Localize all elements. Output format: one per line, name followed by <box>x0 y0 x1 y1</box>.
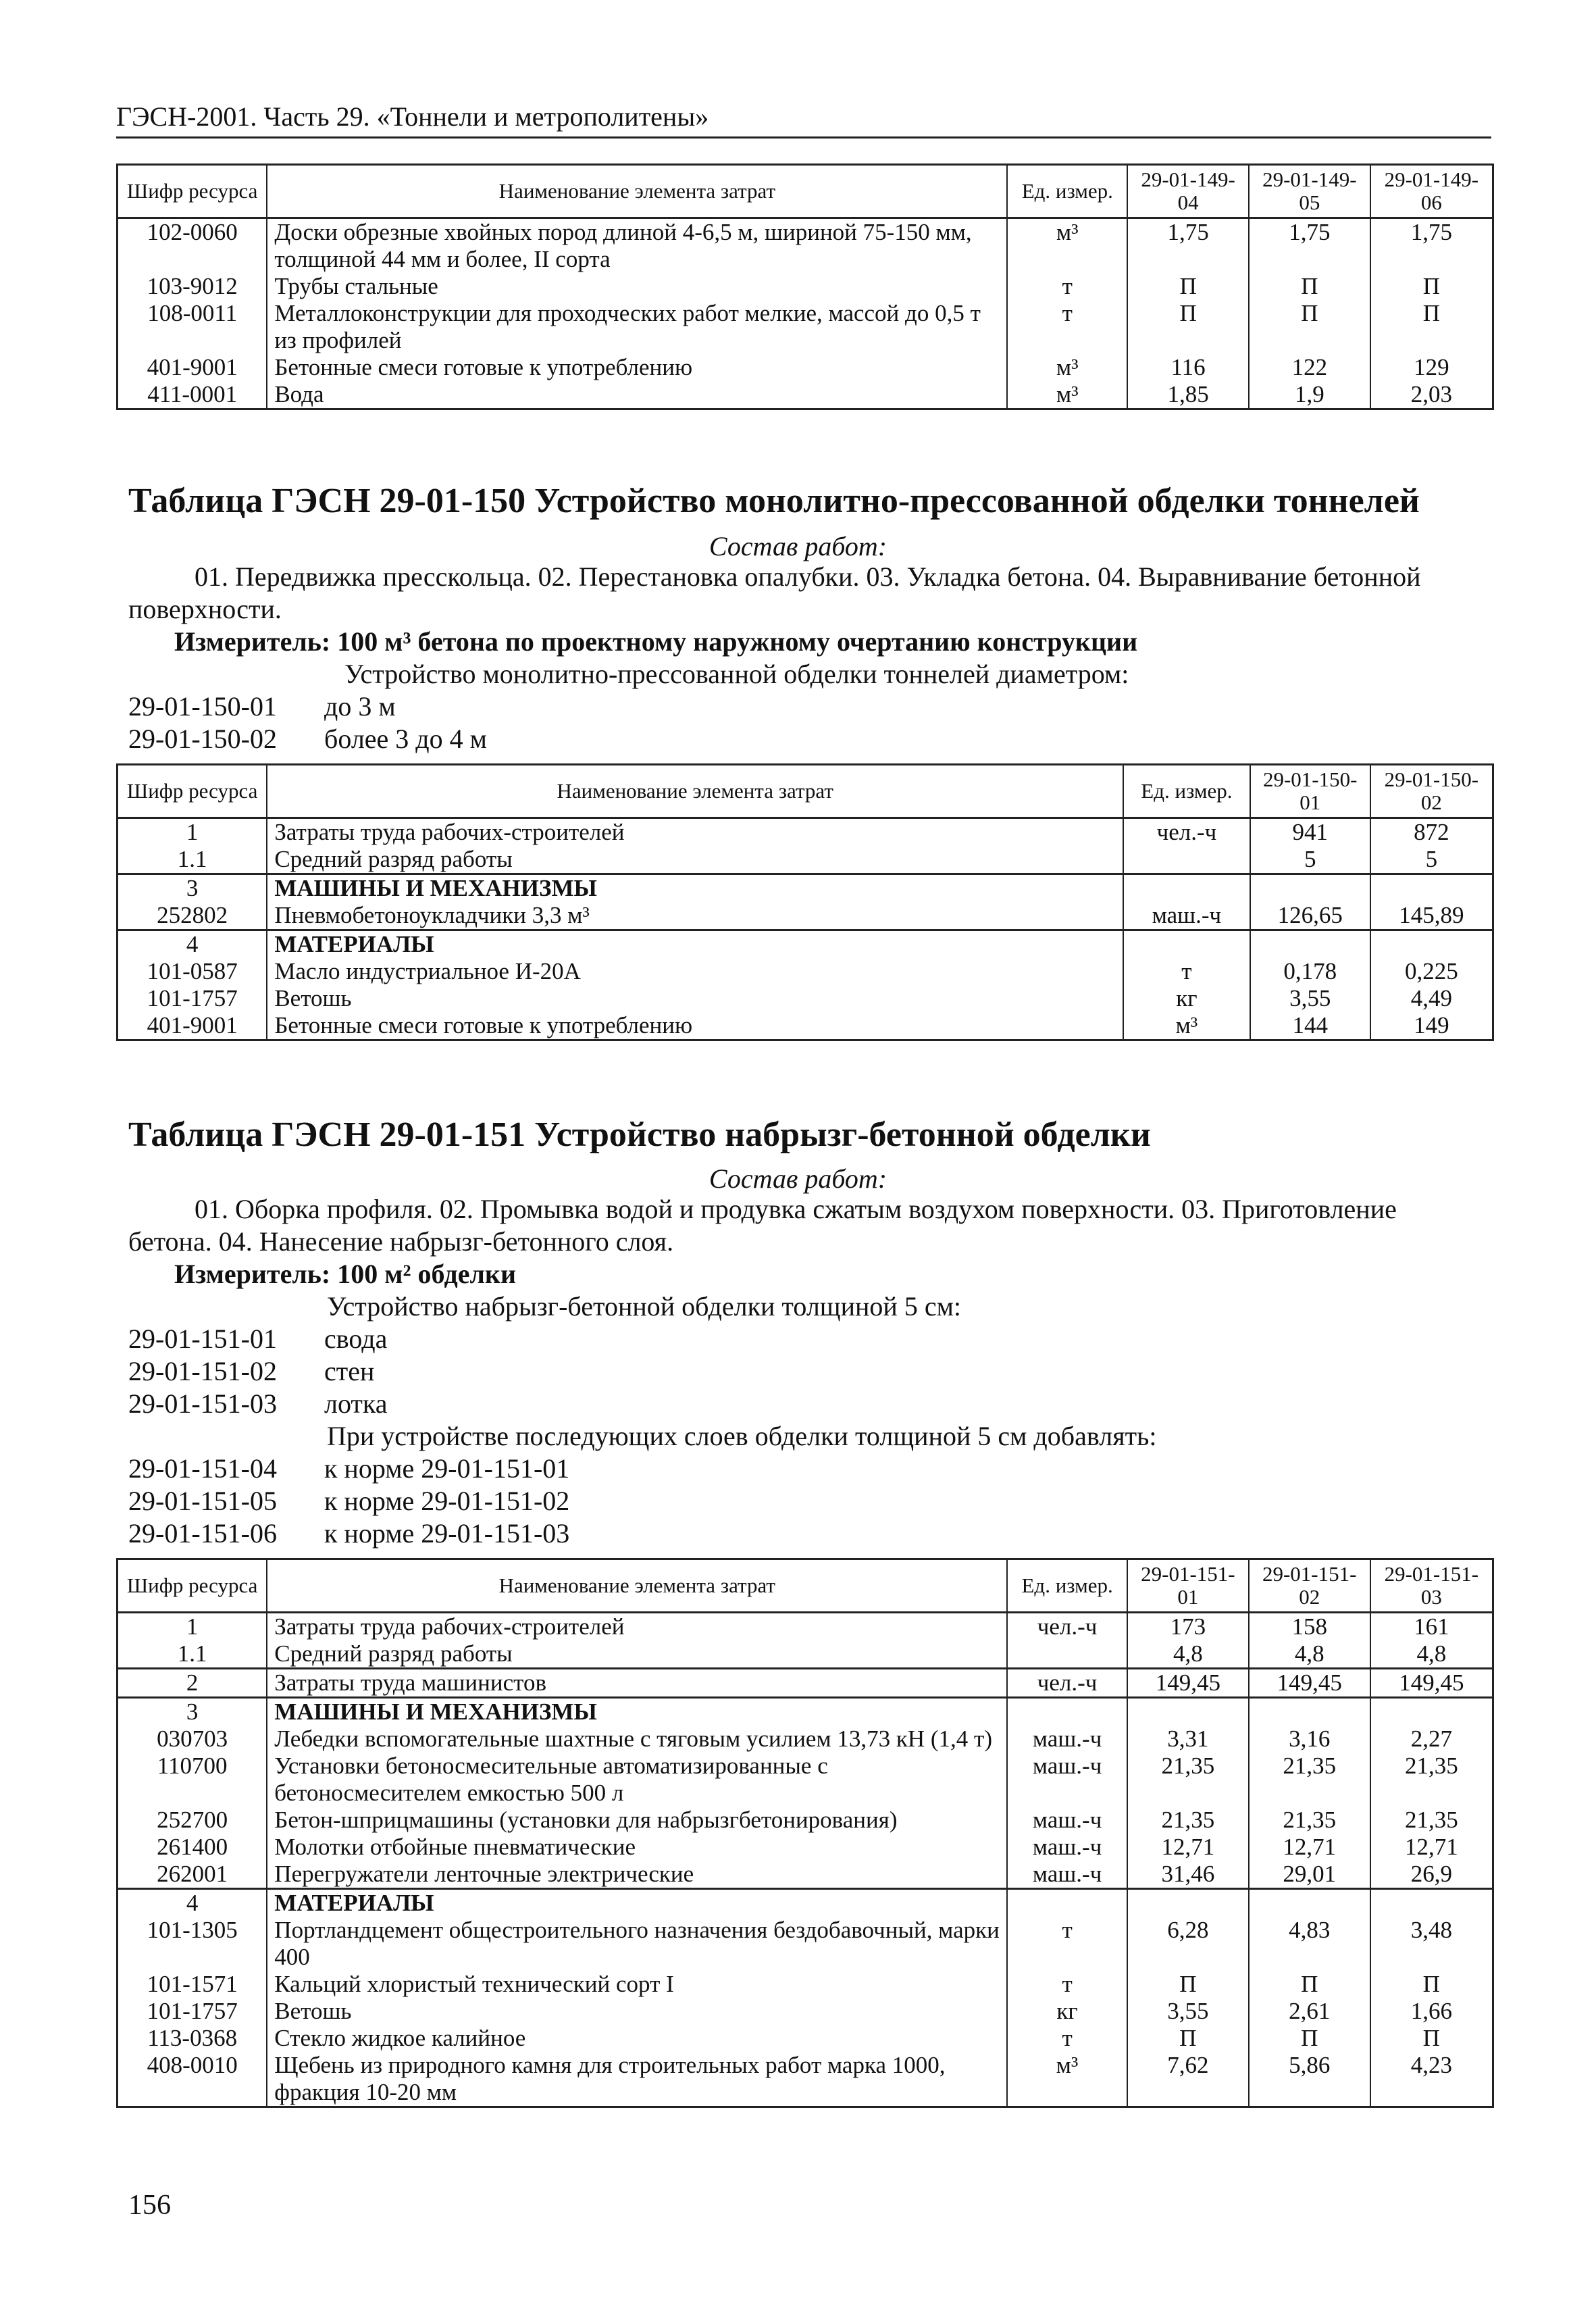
unit-cell: чел.-ч <box>1007 1613 1127 1641</box>
norm-value-cell: 122 <box>1249 354 1370 381</box>
resource-name-cell: Пневмобетоноукладчики 3,3 м³ <box>267 902 1123 930</box>
norm-value-cell: 4,8 <box>1127 1640 1249 1669</box>
col-header-unit: Ед. измер. <box>1123 765 1250 818</box>
resource-code-cell: 4 <box>118 1889 267 1917</box>
col-header-norm: 29-01-150-01 <box>1250 765 1370 818</box>
table-row <box>118 381 1493 409</box>
norm-value-cell: 6,28 <box>1127 1917 1249 1971</box>
unit-cell: маш.-ч <box>1007 1753 1127 1807</box>
unit-cell: т <box>1007 2025 1127 2052</box>
measure-unit: Измеритель: 100 м³ бетона по проектному наружному очертанию конструкции <box>174 626 1138 657</box>
table-header-row <box>118 765 1493 818</box>
norm-value-cell: 3,55 <box>1127 1998 1249 2025</box>
table-row <box>118 2052 1493 2107</box>
norm-value-cell <box>1370 930 1493 959</box>
section-title: Таблица ГЭСН 29-01-151 Устройство набрызг-бетонной обделки <box>128 1115 1151 1154</box>
resource-name-cell: Стекло жидкое калийное <box>267 2025 1007 2052</box>
norm-value-cell: 0,225 <box>1370 958 1493 985</box>
resource-name-cell: Доски обрезные хвойных пород длиной 4-6,5 м, шириной 75-150 мм, толщиной 44 мм и более, II сорта <box>267 218 1007 274</box>
resource-name-cell: Затраты труда машинистов <box>267 1669 1007 1698</box>
resource-name-cell: Металлоконструкции для проходческих работ мелкие, массой до 0,5 т из профилей <box>267 300 1007 354</box>
norm-value-cell: 145,89 <box>1370 902 1493 930</box>
unit-cell: т <box>1123 958 1250 985</box>
norm-value-cell: П <box>1370 2025 1493 2052</box>
resource-code-cell: 4 <box>118 930 267 959</box>
resource-name-cell: Молотки отбойные пневматические <box>267 1834 1007 1861</box>
resource-table-151 <box>116 1558 1494 2108</box>
table-row <box>118 354 1493 381</box>
resource-name-cell: Бетон-шприцмашины (установки для набрызгбетонирования) <box>267 1807 1007 1834</box>
table-row <box>118 1971 1493 1998</box>
works-heading: Состав работ: <box>709 1163 887 1194</box>
norm-value-cell: 12,71 <box>1127 1834 1249 1861</box>
resource-code-cell: 408-0010 <box>118 2052 267 2107</box>
works-text <box>128 561 1499 626</box>
norm-value-cell: 1,9 <box>1249 381 1370 409</box>
norm-value-cell: 126,65 <box>1250 902 1370 930</box>
norm-value-cell: П <box>1127 273 1249 300</box>
unit-cell <box>1123 930 1250 959</box>
resource-code-cell: 1 <box>118 818 267 847</box>
works-text <box>128 1193 1499 1258</box>
variant-code: 29-01-151-03 <box>128 1388 277 1419</box>
norm-value-cell <box>1249 1889 1370 1917</box>
unit-cell: т <box>1007 300 1127 354</box>
table-row <box>118 2025 1493 2052</box>
resource-name-cell: Трубы стальные <box>267 273 1007 300</box>
unit-cell: чел.-ч <box>1007 1669 1127 1698</box>
resource-code-cell: 102-0060 <box>118 218 267 274</box>
table-row <box>118 1698 1493 1726</box>
norm-value-cell: 21,35 <box>1127 1753 1249 1807</box>
resource-name-cell: Ветошь <box>267 1998 1007 2025</box>
norm-value-cell <box>1370 1698 1493 1726</box>
variant-row <box>128 1517 569 1550</box>
norm-value-cell: 872 <box>1370 818 1493 847</box>
norm-value-cell: П <box>1370 300 1493 354</box>
norm-value-cell: 0,178 <box>1250 958 1370 985</box>
norm-value-cell: 158 <box>1249 1613 1370 1641</box>
resource-name-cell: Лебедки вспомогательные шахтные с тяговым усилием 13,73 кН (1,4 т) <box>267 1726 1007 1753</box>
resource-code-cell: 252802 <box>118 902 267 930</box>
norm-value-cell: 1,75 <box>1249 218 1370 274</box>
works-heading: Состав работ: <box>709 531 887 561</box>
resource-name-cell: Ветошь <box>267 985 1123 1012</box>
resource-name-cell: Щебень из природного камня для строительных работ марка 1000, фракция 10-20 мм <box>267 2052 1007 2107</box>
table-row <box>118 1753 1493 1807</box>
norm-value-cell: 3,16 <box>1249 1726 1370 1753</box>
resource-code-cell: 3 <box>118 1698 267 1726</box>
norm-value-cell: П <box>1127 1971 1249 1998</box>
norm-value-cell: 12,71 <box>1249 1834 1370 1861</box>
unit-cell: маш.-ч <box>1007 1726 1127 1753</box>
resource-code-cell: 2 <box>118 1669 267 1698</box>
norm-value-cell: 161 <box>1370 1613 1493 1641</box>
table-row <box>118 1998 1493 2025</box>
works-line: 01. Оборка профиля. 02. Промывка водой и продувка сжатым воздухом поверхности. 03. Приготовление <box>195 1194 1397 1224</box>
unit-cell: м³ <box>1007 354 1127 381</box>
variant-row <box>128 1453 569 1485</box>
variant-text: свода <box>324 1324 388 1354</box>
variant-text: к норме 29-01-151-01 <box>324 1453 570 1484</box>
variant-code: 29-01-151-05 <box>128 1486 277 1516</box>
col-header-name: Наименование элемента затрат <box>267 165 1007 218</box>
table-body <box>118 218 1493 409</box>
norm-value-cell: П <box>1127 300 1249 354</box>
resource-code-cell: 108-0011 <box>118 300 267 354</box>
resource-name-cell: Вода <box>267 381 1007 409</box>
variant-row <box>128 1388 388 1420</box>
variant-text: стен <box>324 1356 375 1386</box>
norm-value-cell: 941 <box>1250 818 1370 847</box>
resource-name-cell: МАТЕРИАЛЫ <box>267 1889 1007 1917</box>
norm-value-cell: 21,35 <box>1249 1753 1370 1807</box>
variants-lead: Устройство набрызг-бетонной обделки толщиной 5 см: <box>327 1291 962 1322</box>
col-header-name: Наименование элемента затрат <box>267 1559 1007 1613</box>
norm-value-cell <box>1249 1698 1370 1726</box>
norm-value-cell: 4,23 <box>1370 2052 1493 2107</box>
norm-value-cell: 2,61 <box>1249 1998 1370 2025</box>
col-header-norm: 29-01-151-02 <box>1249 1559 1370 1613</box>
variant-text: к норме 29-01-151-03 <box>324 1518 570 1549</box>
resource-name-cell: МАШИНЫ И МЕХАНИЗМЫ <box>267 874 1123 903</box>
unit-cell: чел.-ч <box>1123 818 1250 847</box>
running-header: ГЭСН-2001. Часть 29. «Тоннели и метрополитены» <box>116 101 1491 139</box>
norm-value-cell: 21,35 <box>1249 1807 1370 1834</box>
norm-value-cell <box>1370 874 1493 903</box>
norm-value-cell: 7,62 <box>1127 2052 1249 2107</box>
unit-cell <box>1007 1640 1127 1669</box>
resource-code-cell: 401-9001 <box>118 354 267 381</box>
norm-value-cell: 149,45 <box>1370 1669 1493 1698</box>
table-row <box>118 958 1493 985</box>
norm-value-cell: 129 <box>1370 354 1493 381</box>
unit-cell <box>1007 1698 1127 1726</box>
table-row <box>118 1807 1493 1834</box>
unit-cell <box>1007 1889 1127 1917</box>
works-line: 01. Передвижка пресскольца. 02. Перестановка опалубки. 03. Укладка бетона. 04. Выравнивание бетонной <box>195 561 1421 592</box>
resource-code-cell: 030703 <box>118 1726 267 1753</box>
norm-value-cell <box>1127 1889 1249 1917</box>
resource-name-cell: Кальций хлористый технический сорт I <box>267 1971 1007 1998</box>
resource-code-cell: 101-1305 <box>118 1917 267 1971</box>
norm-value-cell: 4,8 <box>1370 1640 1493 1669</box>
unit-cell: м³ <box>1123 1012 1250 1040</box>
resource-name-cell: МАШИНЫ И МЕХАНИЗМЫ <box>267 1698 1007 1726</box>
resource-code-cell: 113-0368 <box>118 2025 267 2052</box>
unit-cell: м³ <box>1007 218 1127 274</box>
norm-value-cell: П <box>1249 1971 1370 1998</box>
resource-code-cell: 1.1 <box>118 846 267 874</box>
variant-text: до 3 м <box>324 691 396 722</box>
page-number: 156 <box>128 2190 171 2221</box>
table-row <box>118 1889 1493 1917</box>
norm-value-cell: 4,83 <box>1249 1917 1370 1971</box>
table-row <box>118 874 1493 903</box>
table-row <box>118 1613 1493 1641</box>
resource-name-cell: Бетонные смеси готовые к употреблению <box>267 1012 1123 1040</box>
resource-code-cell: 110700 <box>118 1753 267 1807</box>
col-header-norm: 29-01-149-06 <box>1370 165 1493 218</box>
resource-name-cell: Затраты труда рабочих-строителей <box>267 818 1123 847</box>
variant-code: 29-01-150-01 <box>128 691 277 722</box>
norm-value-cell: 21,35 <box>1370 1753 1493 1807</box>
norm-value-cell: 5 <box>1250 846 1370 874</box>
norm-value-cell: П <box>1249 273 1370 300</box>
unit-cell: т <box>1007 273 1127 300</box>
col-header-name: Наименование элемента затрат <box>267 765 1123 818</box>
resource-code-cell: 411-0001 <box>118 381 267 409</box>
col-header-norm: 29-01-151-03 <box>1370 1559 1493 1613</box>
unit-cell: кг <box>1123 985 1250 1012</box>
unit-cell: маш.-ч <box>1007 1807 1127 1834</box>
unit-cell <box>1123 874 1250 903</box>
norm-value-cell: 12,71 <box>1370 1834 1493 1861</box>
resource-name-cell: Бетонные смеси готовые к употреблению <box>267 354 1007 381</box>
norm-value-cell: П <box>1249 300 1370 354</box>
norm-value-cell: 4,49 <box>1370 985 1493 1012</box>
resource-name-cell: Портландцемент общестроительного назначения бездобавочный, марки 400 <box>267 1917 1007 1971</box>
unit-cell <box>1123 846 1250 874</box>
norm-value-cell <box>1250 874 1370 903</box>
measure-unit: Измеритель: 100 м² обделки <box>174 1259 516 1289</box>
table-row <box>118 273 1493 300</box>
resource-code-cell: 261400 <box>118 1834 267 1861</box>
resource-name-cell: Средний разряд работы <box>267 846 1123 874</box>
variants-lead: При устройстве последующих слоев обделки толщиной 5 см добавлять: <box>327 1421 1157 1451</box>
norm-value-cell: П <box>1249 2025 1370 2052</box>
resource-code-cell: 101-1757 <box>118 1998 267 2025</box>
norm-value-cell: 149 <box>1370 1012 1493 1040</box>
resource-name-cell: Масло индустриальное И-20А <box>267 958 1123 985</box>
table-row <box>118 1861 1493 1889</box>
norm-value-cell <box>1370 1889 1493 1917</box>
variant-text: к норме 29-01-151-02 <box>324 1486 570 1516</box>
norm-value-cell: 21,35 <box>1370 1807 1493 1834</box>
norm-value-cell: 149,45 <box>1249 1669 1370 1698</box>
variant-code: 29-01-151-01 <box>128 1324 277 1354</box>
table-row <box>118 1640 1493 1669</box>
norm-value-cell: 144 <box>1250 1012 1370 1040</box>
col-header-norm: 29-01-149-05 <box>1249 165 1370 218</box>
variant-row <box>128 690 396 723</box>
norm-value-cell: 1,66 <box>1370 1998 1493 2025</box>
norm-value-cell: 26,9 <box>1370 1861 1493 1889</box>
table-row <box>118 1669 1493 1698</box>
norm-value-cell: 116 <box>1127 354 1249 381</box>
unit-cell: м³ <box>1007 2052 1127 2107</box>
table-row <box>118 1012 1493 1040</box>
resource-name-cell: Перегружатели ленточные электрические <box>267 1861 1007 1889</box>
col-header-unit: Ед. измер. <box>1007 1559 1127 1613</box>
table-header-row <box>118 1559 1493 1613</box>
norm-value-cell: 4,8 <box>1249 1640 1370 1669</box>
variant-code: 29-01-151-04 <box>128 1453 277 1484</box>
unit-cell: м³ <box>1007 381 1127 409</box>
norm-value-cell: П <box>1127 2025 1249 2052</box>
works-line: бетона. 04. Нанесение набрызг-бетонного слоя. <box>128 1226 674 1257</box>
unit-cell: кг <box>1007 1998 1127 2025</box>
unit-cell: маш.-ч <box>1123 902 1250 930</box>
norm-value-cell: П <box>1370 1971 1493 1998</box>
resource-code-cell: 1.1 <box>118 1640 267 1669</box>
col-header-unit: Ед. измер. <box>1007 165 1127 218</box>
resource-name-cell: Средний разряд работы <box>267 1640 1007 1669</box>
resource-code-cell: 1 <box>118 1613 267 1641</box>
norm-value-cell: 1,75 <box>1127 218 1249 274</box>
norm-value-cell: 2,03 <box>1370 381 1493 409</box>
norm-value-cell: 3,48 <box>1370 1917 1493 1971</box>
resource-code-cell: 401-9001 <box>118 1012 267 1040</box>
norm-value-cell: 3,55 <box>1250 985 1370 1012</box>
table-row <box>118 846 1493 874</box>
col-header-code: Шифр ресурса <box>118 165 267 218</box>
norm-value-cell: 3,31 <box>1127 1726 1249 1753</box>
norm-value-cell: 1,85 <box>1127 381 1249 409</box>
variant-row <box>128 1323 387 1355</box>
col-header-code: Шифр ресурса <box>118 1559 267 1613</box>
unit-cell: т <box>1007 1971 1127 1998</box>
table-row <box>118 902 1493 930</box>
norm-value-cell: 149,45 <box>1127 1669 1249 1698</box>
table-header-row <box>118 165 1493 218</box>
variant-code: 29-01-151-06 <box>128 1518 277 1549</box>
table-row <box>118 985 1493 1012</box>
resource-code-cell: 101-1757 <box>118 985 267 1012</box>
norm-value-cell: 29,01 <box>1249 1861 1370 1889</box>
works-line: поверхности. <box>128 594 282 624</box>
variant-code: 29-01-151-02 <box>128 1356 277 1386</box>
col-header-code: Шифр ресурса <box>118 765 267 818</box>
variant-row <box>128 723 487 755</box>
variant-text: лотка <box>324 1388 388 1419</box>
norm-value-cell: 5,86 <box>1249 2052 1370 2107</box>
resource-table-150 <box>116 763 1494 1041</box>
table-row <box>118 1917 1493 1971</box>
norm-value-cell: 2,27 <box>1370 1726 1493 1753</box>
resource-name-cell: Установки бетоносмесительные автоматизированные с бетоносмесителем емкостью 500 л <box>267 1753 1007 1807</box>
table-row <box>118 818 1493 847</box>
variants-lead: Устройство монолитно-прессованной обделки тоннелей диаметром: <box>344 659 1129 689</box>
resource-code-cell: 252700 <box>118 1807 267 1834</box>
table-row <box>118 1726 1493 1753</box>
table-body <box>118 1613 1493 2107</box>
resource-code-cell: 101-1571 <box>118 1971 267 1998</box>
col-header-norm: 29-01-149-04 <box>1127 165 1249 218</box>
unit-cell: т <box>1007 1917 1127 1971</box>
resource-name-cell: Затраты труда рабочих-строителей <box>267 1613 1007 1641</box>
variant-text: более 3 до 4 м <box>324 724 487 754</box>
norm-value-cell: 173 <box>1127 1613 1249 1641</box>
resource-table-149 <box>116 164 1494 410</box>
variant-code: 29-01-150-02 <box>128 724 277 754</box>
table-row <box>118 300 1493 354</box>
norm-value-cell: 21,35 <box>1127 1807 1249 1834</box>
table-body <box>118 818 1493 1040</box>
norm-value-cell: 5 <box>1370 846 1493 874</box>
variant-row <box>128 1355 374 1388</box>
norm-value-cell <box>1250 930 1370 959</box>
unit-cell: маш.-ч <box>1007 1834 1127 1861</box>
col-header-norm: 29-01-150-02 <box>1370 765 1493 818</box>
section-title: Таблица ГЭСН 29-01-150 Устройство монолитно-прессованной обделки тоннелей <box>128 482 1420 520</box>
norm-value-cell <box>1127 1698 1249 1726</box>
unit-cell: маш.-ч <box>1007 1861 1127 1889</box>
col-header-norm: 29-01-151-01 <box>1127 1559 1249 1613</box>
norm-value-cell: 31,46 <box>1127 1861 1249 1889</box>
resource-code-cell: 262001 <box>118 1861 267 1889</box>
norm-value-cell: 1,75 <box>1370 218 1493 274</box>
resource-code-cell: 103-9012 <box>118 273 267 300</box>
table-row <box>118 218 1493 274</box>
resource-code-cell: 101-0587 <box>118 958 267 985</box>
variant-row <box>128 1485 569 1517</box>
table-row <box>118 930 1493 959</box>
table-row <box>118 1834 1493 1861</box>
norm-value-cell: П <box>1370 273 1493 300</box>
resource-code-cell: 3 <box>118 874 267 903</box>
resource-name-cell: МАТЕРИАЛЫ <box>267 930 1123 959</box>
